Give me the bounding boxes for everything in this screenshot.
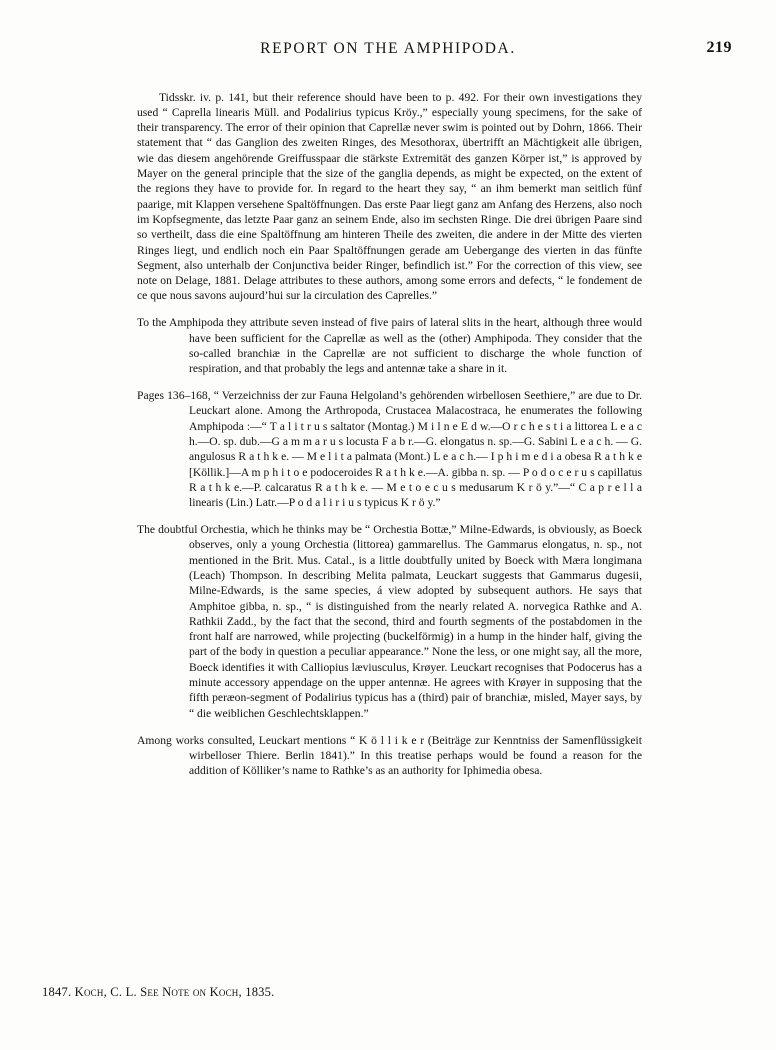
page-number: 219 <box>706 39 732 56</box>
page-title: REPORT ON THE AMPHIPODA. <box>260 40 516 57</box>
document-body <box>137 78 642 778</box>
paragraph-4: The doubtful Orchestia, which he thinks may be “ Orchestia Bottæ,” Milne-Edwards, is obviously, as Boeck observes, only a young Orchestia (littorea) gammarellus. The Gammarus elongatus, n. sp., not mentioned in the Brit. Mus. Catal., is a little doubtfully united by Boeck with Mæra longimana (Leach) Thompson. In describing Melita palmata, Leuckart suggests that Gammarus dugesii, Milne-Edwards, is the same species, á view adopted by subsequent authors. He says that Amphitoe gibba, n. sp., “ is distinguished from the nearly related A. norvegica Rathke and A. Rathkii Zadd., by the fact that the second, third and fourth segments of the postabdomen in the front half are narrowed, while projecting (buckelförmig) in a hump in the hinder half, giving the part of the body in question a peculiar appearance.” None the less, or one might say, all the more, Boeck identifies it with Calliopius læviusculus, Krøyer. Leuckart recognises that Podocerus has a minute accessory appendage on the upper antennæ. He agrees with Krøyer in supposing that the fifth peræon-segment of Podalirius typicus has a (third) pair of branchiæ, misled, Mayer says, by “ die weiblichen Geschlechtsklappen.” <box>137 523 642 720</box>
paragraph-5: Among works consulted, Leuckart mentions “ K ö l l i k e r (Beiträge zur Kenntniss der Samenflüssigkeit wirbelloser Thiere. Berlin 1841).” In this treatise perhaps would be found a reason for the addition of Kölliker’s name to Rathke’s as an authority for Iphimedia obesa. <box>137 733 642 778</box>
bibliography-entry: 1847. Koch, C. L. See Note on Koch, 1835. <box>42 985 275 999</box>
paragraph-1: Tidsskr. iv. p. 141, but their reference should have been to p. 492. For their own investigations they used “ Caprella linearis Müll. and Podalirius typicus Kröy.,” especially young specimens, for the sake of their transparency. The error of their opinion that Caprellæ never swim is pointed out by Dohrn, 1866. Their statement that “ das Ganglion des zweiten Ringes, des Mesothorax, übertrifft an Mächtigkeit alle übrigen, wie das diesem angehörende Greiffusspaar die stärkste Extremität des ganzen Körper ist,” is approved by Mayer on the general principle that the size of the ganglia depends, as might be expected, on the extent of the regions they have to provide for. In regard to the heart they say, “ an ihm bemerkt man seitlich fünf paarige, mit Klappen versehene Spaltöffnungen. Das erste Paar liegt ganz am Anfang des Herzens, also noch im Kopfsegmente, das letzte Paar ganz an seinem Ende, also im sechsten Ringe. Die drei übrigen Paare sind so vertheilt, dass die eine Spaltöffnung am hinteren Theile des zweiten, die andere in der Mitte des vierten Ringes liegt, und endlich noch ein Paar Spaltöffnungen gerade am Uebergange des vierten in das fünfte Segment, also unterhalb der Conjunctiva beider Ringer, befindlich ist.” For the correction of this view, see note on Delage, 1881. Delage attributes to these authors, among some errors and defects, “ le fondement de ce que nous savons aujourd’hui sur la circulation des Caprelles.” <box>137 90 642 303</box>
page-header <box>0 40 776 64</box>
paragraph-2: To the Amphipoda they attribute seven instead of five pairs of lateral slits in the heart, although three would have been sufficient for the Caprellæ as well as the (other) Amphipoda. They consider that the so-called branchiæ in the Caprellæ are not sufficient to discharge the whole function of respiration, and that probably the legs and antennæ take a share in it. <box>137 316 642 376</box>
paragraph-3: Pages 136–168, “ Verzeichniss der zur Fauna Helgoland’s gehörenden wirbellosen Seethiere,” are due to Dr. Leuckart alone. Among the Arthropoda, Crustacea Malacostraca, he enumerates the following Amphipoda :—“ T a l i t r u s saltator (Montag.) M i l n e E d w.—O r c h e s t i a littorea L e a c h.—O. sp. dub.—G a m m a r u s locusta F a b r.—G. elongatus n. sp.—G. Sabini L e a c h. — G. angulosus R a t h k e. — M e l i t a palmata (Mont.) L e a c h.— I p h i m e d i a obesa R a t h k e [Köllik.]—A m p h i t o e podoceroides R a t h k e.—A. gibba n. sp. — P o d o c e r u s capillatus R a t h k e.—P. calcaratus R a t h k e. — M e t o e c u s medusarum K r ö y.”—“ C a p r e l l a linearis (Lin.) Latr.—P o d a l i r i u s typicus K r ö y.” <box>137 389 642 510</box>
